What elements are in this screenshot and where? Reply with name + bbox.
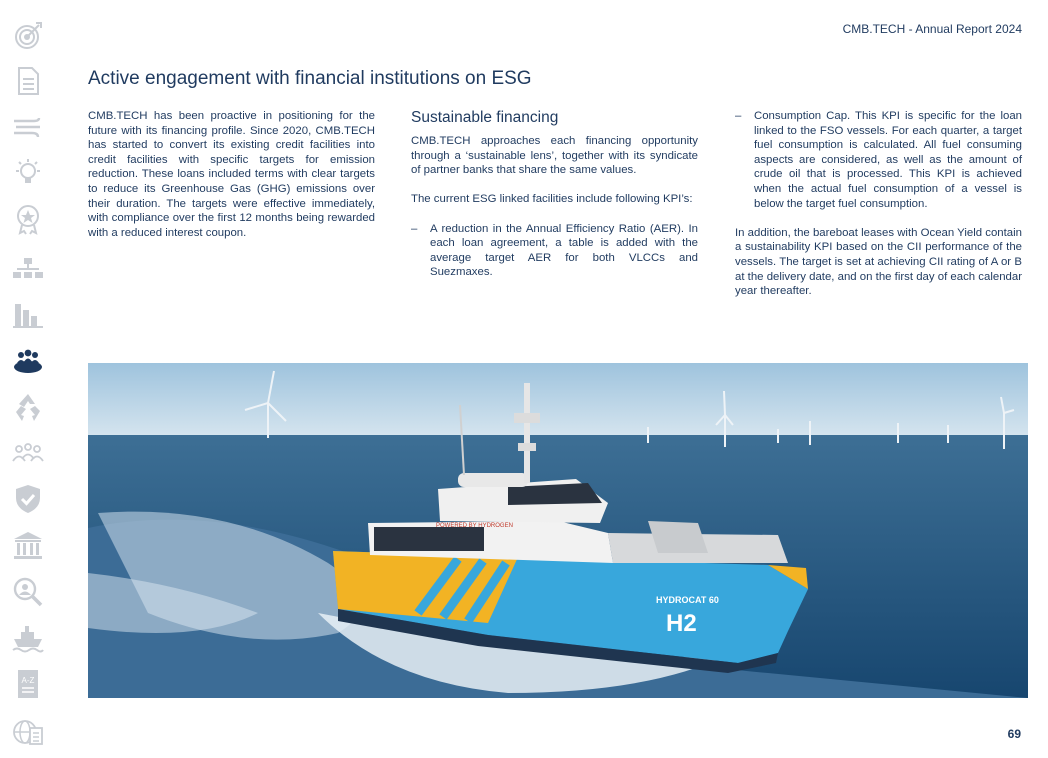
page-title: Active engagement with financial institutions on ESG [88, 68, 532, 89]
bar-chart-icon[interactable] [10, 296, 46, 332]
community-icon[interactable] [10, 435, 46, 471]
hull-mark: H2 [666, 610, 697, 637]
ship-icon[interactable] [10, 620, 46, 656]
intro-paragraph: CMB.TECH has been proactive in positioning for the future with its financing profile. Since 2020, CMB.TECH has started to convert its existing credit facilities into credit facilities with specific targets for emission reduction. These loans included terms with clear targets to reduce its Greenhouse Gas (GHG) emissions over their duration. The targets were effective immediately, with compliance over the first 12 months being rewarded with a reduced interest coupon. [88, 110, 375, 239]
glossary-label: A-Z [21, 676, 35, 685]
column-2 [411, 108, 698, 295]
cabin-banner: POWERED BY HYDROGEN [436, 523, 513, 529]
list-dash: – [411, 222, 418, 235]
column-3 [735, 109, 1022, 313]
people-group-icon[interactable] [10, 342, 46, 378]
bareboat-paragraph: In addition, the bareboat leases with Ocean Yield contain a sustainability KPI based on the CII performance of the vessels. The target is set at achieving CII rating of A or B at the delivery date, and on the first day of each calendar year thereafter. [735, 226, 1022, 298]
kpi-text: A reduction in the Annual Efficiency Ratio (AER). In each loan agreement, a table is added with the average target AER for both VLCCs and Suezmaxes. [430, 222, 698, 279]
column-1 [88, 109, 375, 255]
page-number: 69 [1007, 727, 1021, 741]
bank-icon[interactable] [10, 528, 46, 564]
hull-name: HYDROCAT 60 [656, 595, 719, 605]
org-chart-icon[interactable] [10, 250, 46, 286]
kpi-text: Consumption Cap. This KPI is specific for the loan linked to the FSO vessels. For each quarter, a target fuel consumption is calculated. All fuel consuming aspects are considered, as well as the amount of crude oil that is processed. This KPI is achieved when the actual fuel consumption of a vessel is below the target fuel consumption. [754, 110, 1022, 210]
vessel-photo [88, 363, 1028, 698]
sidebar-nav [0, 0, 56, 758]
document-icon[interactable] [10, 63, 46, 99]
recycle-icon[interactable] [10, 389, 46, 425]
lightbulb-icon[interactable] [10, 155, 46, 191]
wind-icon[interactable] [10, 109, 46, 145]
kpi-list-item [735, 109, 1022, 211]
award-icon[interactable] [10, 201, 46, 237]
shield-check-icon[interactable] [10, 481, 46, 517]
section-heading: Sustainable financing [411, 109, 559, 126]
kpi-list-item [411, 222, 698, 280]
financing-paragraph: CMB.TECH approaches each financing opportunity through a ‘sustainable lens’, together with its syndicate of partner banks that share the same values. [411, 135, 698, 177]
list-dash: – [735, 110, 742, 122]
globe-document-icon[interactable] [10, 714, 46, 750]
glossary-icon[interactable] [10, 666, 46, 702]
target-icon[interactable] [10, 18, 46, 54]
search-person-icon[interactable] [10, 574, 46, 610]
kpi-intro-paragraph: The current ESG linked facilities include following KPI’s: [411, 193, 693, 206]
report-title: CMB.TECH - Annual Report 2024 [842, 22, 1022, 36]
